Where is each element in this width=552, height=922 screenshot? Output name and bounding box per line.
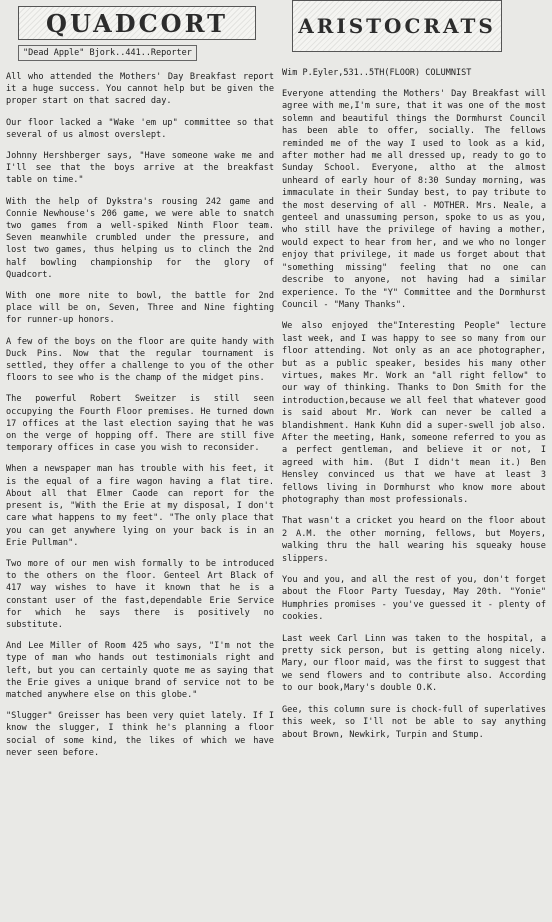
article-paragraph: Everyone attending the Mothers' Day Breakfast will agree with me,I'm sure, that it was one of the most solemn and beautiful things the Dormhurst Council has been able to offer, socially. The fellows reminded me of the way I used to look as a kid, after mother had me all dressed up, ready to go to Sunday School. Everyone, altho at the almost unheard of early hour of 8:30 Sunday morning, was immaculate in their Sunday best, to pay tribute to the most deserving of all - MOTHER. Mrs. Neale, a genteel and unassuming person, spoke to us as you, who still have the privilege of having a mother, would expect to hear from her, and we who no longer enjoy that privilege, it made us forget about that "something missing" feeling that no one can describe to anyone, not having had a similar experience. To the "Y" Committee and the Dormhurst Council - "Many Thanks". xyxy=(282,89,546,310)
article-paragraph: "Slugger" Greisser has been very quiet lately. If I know the slugger, I think he's planning a floor social of some kind, the likes of which we have never seen before. xyxy=(6,711,274,758)
article-paragraph: Two more of our men wish formally to be introduced to the others on the floor. Genteel Art Black of 417 way wishes to have it known that he is a constant user of the fast,dependable Erie Service for which he says there is positively no substitute. xyxy=(6,558,274,630)
aristocrats-masthead: ARISTOCRATS xyxy=(292,0,502,52)
article-paragraph: And Lee Miller of Room 425 who says, "I'm not the type of man who hands out testimonials right and left, but you can certainly quote me as saying that the Erie gives a unique brand of service not to be matched anywhere else on this globe." xyxy=(6,641,274,700)
article-paragraph: Gee, this column sure is chock-full of superlatives this week, so I'll not be able to say anything about Brown, Newkirk, Turpin and Stump. xyxy=(282,704,546,740)
quadcort-masthead: QUADCORT xyxy=(18,6,256,40)
quadcort-byline: "Dead Apple" Bjork..441..Reporter xyxy=(18,45,197,61)
article-paragraph: We also enjoyed the"Interesting People" lecture last week, and I was happy to see so many from our floor attending. Not only as an ace photographer, but as a public speaker, besides his many other virtues, makes Mr. Work an "all right fellow" to our way of thinking. Thanks to Don Smith for the introduction,because we all feel that whatever good is said about Mr. Work can never be called a blandishment. Hank Kuhn did a super-swell job also. After the meeting, Hank, someone referred to you as a perfect gentleman, and believe it or not, I agreed with him. (But I didn't mean it.) Ben Hensley convinced us that we have at least 3 fellows living in Dormhurst who know more about photography than most professionals. xyxy=(282,321,546,505)
article-paragraph: Our floor lacked a "Wake 'em up" committee so that several of us almost overslept. xyxy=(6,117,274,140)
article-paragraph: Last week Carl Linn was taken to the hospital, a pretty sick person, but is getting along nicely. Mary, our floor maid, was the first to suggest that we send flowers and to contribute also. According to our book,Mary's double O.K. xyxy=(282,633,546,694)
article-paragraph: With one more nite to bowl, the battle for 2nd place will be on, Seven, Three and Nine fighting for runner-up honors. xyxy=(6,291,274,326)
quadcort-column xyxy=(6,0,274,768)
aristocrats-column xyxy=(282,0,546,750)
article-paragraph: All who attended the Mothers' Day Breakfast report it a huge success. You cannot help but be given the proper start on that sacred day. xyxy=(6,72,274,107)
article-paragraph: When a newspaper man has trouble with his feet, it is the equal of a fire wagon having a flat tire. About all that Elmer Caode can report for the present is, "With the Erie at my disposal, I don't care what happens to my feet". "The only place that you can get anywhere lying on your back is in an Erie Pullman". xyxy=(6,464,274,548)
article-paragraph: You and you, and all the rest of you, don't forget about the Floor Party Tuesday, May 20th. "Yonie" Humphries promises - you've guessed it - plenty of cookies. xyxy=(282,575,546,623)
article-paragraph: Johnny Hershberger says, "Have someone wake me and I'll see that the boys arrive at the breakfast table on time." xyxy=(6,151,274,186)
article-paragraph: With the help of Dykstra's rousing 242 game and Connie Newhouse's 206 game, we were able to snatch two games from a well-spiked Ninth Floor team. Seven meanwhile crumbled under the pressure, and lost two games, thus helping us to clinch the 2nd half bowling championship for the glory of Quadcort. xyxy=(6,196,274,280)
aristocrats-byline: Wim P.Eyler,531..5TH(FLOOR) COLUMNIST xyxy=(282,68,472,78)
article-paragraph: That wasn't a cricket you heard on the floor about 2 A.M. the other morning, fellows, but Moyers, walking thru the hall wearing his squeaky house slippers. xyxy=(282,516,546,564)
article-paragraph: A few of the boys on the floor are quite handy with Duck Pins. Now that the regular tournament is settled, they offer a challenge to you of the other floors to see who is the champ of the midget pins. xyxy=(6,336,274,384)
article-paragraph: The powerful Robert Sweitzer is still seen occupying the Fourth Floor premises. He turned down 17 offices at the last election saying that he was on the verge of hopping off. There are still five temporary offices in case you wish to reconsider. xyxy=(6,394,274,454)
